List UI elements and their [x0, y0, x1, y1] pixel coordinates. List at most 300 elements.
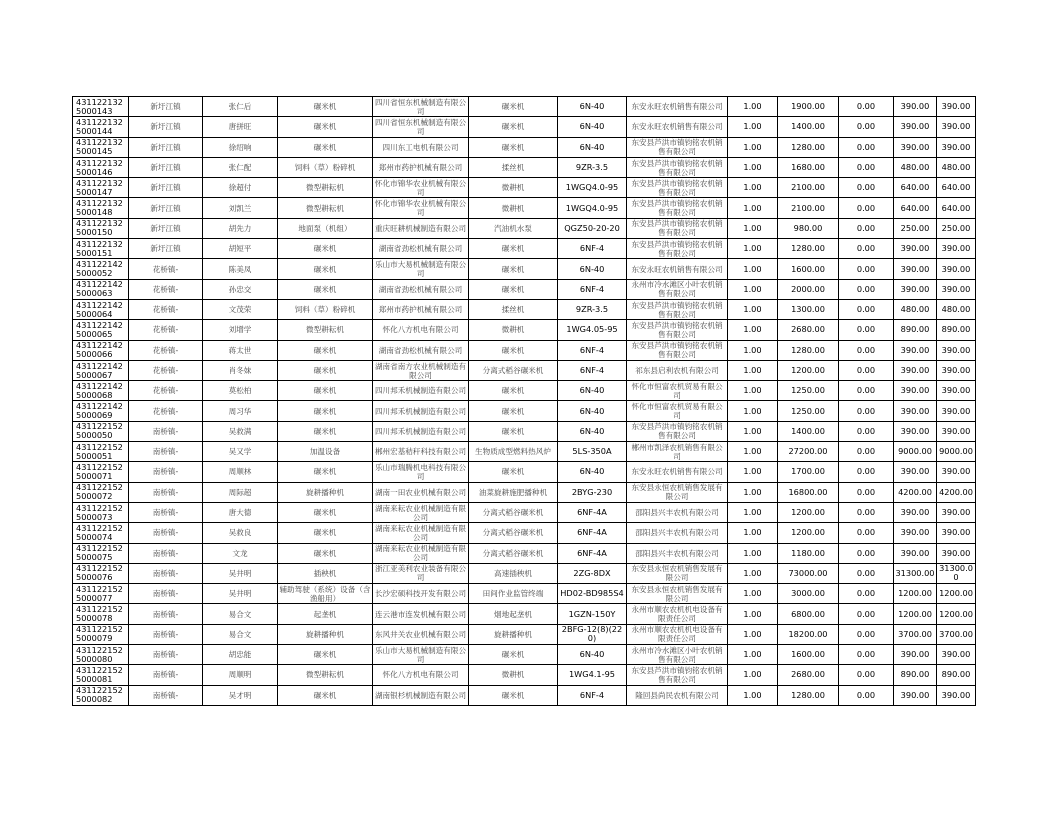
cell-town: 花桥镇- — [129, 320, 203, 340]
cell-quantity: 1.00 — [728, 523, 778, 543]
cell-name: 胡先力 — [203, 218, 278, 238]
cell-manufacturer: 乐山市大易机械制造有限公司 — [373, 259, 469, 279]
cell-model: 6NF-4A — [558, 543, 627, 563]
table-row — [73, 198, 976, 218]
cell-category: 碾米机 — [278, 401, 373, 421]
cell-amount-1: 0.00 — [839, 299, 894, 319]
cell-dealer: 东安县永恒农机销售发展有限公司 — [627, 482, 728, 502]
table-row — [73, 279, 976, 299]
table-row — [73, 482, 976, 502]
cell-town: 南桥镇- — [129, 442, 203, 462]
cell-amount-3: 640.00 — [937, 198, 976, 218]
cell-dealer: 东安县芦洪市镇钧铭农机销售有限公司 — [627, 340, 728, 360]
cell-model: 6NF-4 — [558, 685, 627, 705]
cell-amount-1: 0.00 — [839, 462, 894, 482]
cell-manufacturer: 湖南来耘农业机械制造有限公司 — [373, 502, 469, 522]
cell-dealer: 怀化市恒富农机贸易有限公司 — [627, 381, 728, 401]
cell-dealer: 邵阳县兴丰农机有限公司 — [627, 543, 728, 563]
cell-model: 6N-40 — [558, 259, 627, 279]
cell-price: 18200.00 — [778, 624, 839, 644]
cell-manufacturer: 湖南省南方农业机械制造有限公司 — [373, 360, 469, 380]
cell-amount-2: 390.00 — [894, 523, 937, 543]
cell-manufacturer: 湖南来耘农业机械制造有限公司 — [373, 543, 469, 563]
cell-id: 4311221525000071 — [73, 462, 129, 482]
cell-category: 微型耕耘机 — [278, 178, 373, 198]
cell-model: 6N-40 — [558, 381, 627, 401]
cell-model: 9ZR-3.5 — [558, 157, 627, 177]
cell-dealer: 永州市顺农农机机电设备有限责任公司 — [627, 624, 728, 644]
cell-price: 1400.00 — [778, 421, 839, 441]
cell-name: 莫松柏 — [203, 381, 278, 401]
cell-amount-2: 390.00 — [894, 340, 937, 360]
cell-amount-2: 390.00 — [894, 421, 937, 441]
cell-product: 碾米机 — [469, 97, 558, 117]
cell-manufacturer: 东风井关农业机械有限公司 — [373, 624, 469, 644]
cell-quantity: 1.00 — [728, 665, 778, 685]
cell-quantity: 1.00 — [728, 645, 778, 665]
cell-town: 南桥镇- — [129, 543, 203, 563]
cell-quantity: 1.00 — [728, 381, 778, 401]
cell-town: 南桥镇- — [129, 523, 203, 543]
cell-product: 高速插秧机 — [469, 563, 558, 583]
cell-amount-2: 480.00 — [894, 157, 937, 177]
table-row — [73, 523, 976, 543]
cell-name: 刘凯兰 — [203, 198, 278, 218]
table-row — [73, 584, 976, 604]
table-row — [73, 645, 976, 665]
cell-price: 1280.00 — [778, 685, 839, 705]
cell-product: 分离式稻谷碾米机 — [469, 523, 558, 543]
cell-amount-2: 31300.00 — [894, 563, 937, 583]
cell-id: 4311221525000082 — [73, 685, 129, 705]
cell-amount-2: 390.00 — [894, 137, 937, 157]
cell-dealer: 邵阳县兴丰农机有限公司 — [627, 523, 728, 543]
cell-quantity: 1.00 — [728, 584, 778, 604]
cell-id: 4311221525000075 — [73, 543, 129, 563]
cell-dealer: 东安永旺农机销售有限公司 — [627, 97, 728, 117]
cell-price: 2100.00 — [778, 198, 839, 218]
cell-name: 吴才明 — [203, 685, 278, 705]
cell-price: 1200.00 — [778, 523, 839, 543]
cell-manufacturer: 乐山市瑞腾机电科技有限公司 — [373, 462, 469, 482]
cell-dealer: 东安县芦洪市镇钧铭农机销售有限公司 — [627, 665, 728, 685]
cell-manufacturer: 湖南来耘农业机械制造有限公司 — [373, 523, 469, 543]
cell-amount-2: 390.00 — [894, 462, 937, 482]
cell-quantity: 1.00 — [728, 624, 778, 644]
cell-amount-1: 0.00 — [839, 401, 894, 421]
table-row — [73, 117, 976, 137]
cell-manufacturer: 浙江亚美利农业装备有限公司 — [373, 563, 469, 583]
cell-amount-1: 0.00 — [839, 157, 894, 177]
cell-category: 碾米机 — [278, 543, 373, 563]
cell-amount-3: 390.00 — [937, 97, 976, 117]
cell-dealer: 永州市冷水滩区小叶农机销售有限公司 — [627, 279, 728, 299]
cell-amount-2: 9000.00 — [894, 442, 937, 462]
cell-amount-1: 0.00 — [839, 421, 894, 441]
cell-amount-2: 390.00 — [894, 645, 937, 665]
cell-product: 碾米机 — [469, 462, 558, 482]
cell-amount-2: 390.00 — [894, 685, 937, 705]
cell-price: 6800.00 — [778, 604, 839, 624]
cell-amount-1: 0.00 — [839, 259, 894, 279]
cell-amount-3: 390.00 — [937, 259, 976, 279]
cell-manufacturer: 郑州市药护机械有限公司 — [373, 299, 469, 319]
cell-dealer: 东安永旺农机销售有限公司 — [627, 259, 728, 279]
cell-manufacturer: 湖南省劲松机械有限公司 — [373, 279, 469, 299]
cell-amount-1: 0.00 — [839, 178, 894, 198]
cell-amount-2: 890.00 — [894, 320, 937, 340]
cell-town: 南桥镇- — [129, 584, 203, 604]
cell-quantity: 1.00 — [728, 442, 778, 462]
cell-product: 分离式稻谷碾米机 — [469, 543, 558, 563]
cell-quantity: 1.00 — [728, 563, 778, 583]
cell-dealer: 东安县永恒农机销售发展有限公司 — [627, 563, 728, 583]
cell-town: 南桥镇- — [129, 563, 203, 583]
cell-amount-1: 0.00 — [839, 685, 894, 705]
cell-product: 碾米机 — [469, 259, 558, 279]
cell-amount-3: 390.00 — [937, 360, 976, 380]
cell-dealer: 东安县芦洪市镇钧铭农机销售有限公司 — [627, 157, 728, 177]
table-row — [73, 299, 976, 319]
cell-dealer: 邵阳县兴丰农机有限公司 — [627, 502, 728, 522]
cell-quantity: 1.00 — [728, 279, 778, 299]
cell-quantity: 1.00 — [728, 462, 778, 482]
cell-town: 新圩江镇 — [129, 239, 203, 259]
cell-id: 4311221425000067 — [73, 360, 129, 380]
table-row — [73, 401, 976, 421]
cell-amount-3: 390.00 — [937, 462, 976, 482]
cell-model: 1WGQ4.0-95 — [558, 198, 627, 218]
cell-dealer: 东安县芦洪市镇钧铭农机销售有限公司 — [627, 239, 728, 259]
cell-town: 新圩江镇 — [129, 218, 203, 238]
cell-model: 1GZN-150Y — [558, 604, 627, 624]
cell-id: 4311221525000081 — [73, 665, 129, 685]
cell-dealer: 永州市冷水滩区小叶农机销售有限公司 — [627, 645, 728, 665]
cell-dealer: 东安县芦洪市镇钧铭农机销售有限公司 — [627, 218, 728, 238]
cell-id: 4311221325000150 — [73, 218, 129, 238]
cell-id: 4311221525000080 — [73, 645, 129, 665]
cell-product: 碾米机 — [469, 421, 558, 441]
cell-category: 碾米机 — [278, 340, 373, 360]
cell-product: 碾米机 — [469, 117, 558, 137]
cell-model: 2ZG-8DX — [558, 563, 627, 583]
cell-quantity: 1.00 — [728, 218, 778, 238]
cell-amount-3: 390.00 — [937, 381, 976, 401]
cell-category: 微型耕耘机 — [278, 665, 373, 685]
cell-dealer: 东安永旺农机销售有限公司 — [627, 117, 728, 137]
cell-amount-1: 0.00 — [839, 279, 894, 299]
cell-dealer: 东安县芦洪市镇钧铭农机销售有限公司 — [627, 198, 728, 218]
cell-amount-1: 0.00 — [839, 584, 894, 604]
cell-model: 6NF-4A — [558, 523, 627, 543]
cell-amount-1: 0.00 — [839, 239, 894, 259]
cell-name: 胡短平 — [203, 239, 278, 259]
cell-quantity: 1.00 — [728, 360, 778, 380]
cell-town: 南桥镇- — [129, 665, 203, 685]
cell-quantity: 1.00 — [728, 320, 778, 340]
cell-category: 碾米机 — [278, 239, 373, 259]
cell-quantity: 1.00 — [728, 239, 778, 259]
cell-id: 4311221425000064 — [73, 299, 129, 319]
cell-name: 周际超 — [203, 482, 278, 502]
cell-amount-1: 0.00 — [839, 563, 894, 583]
cell-price: 2680.00 — [778, 665, 839, 685]
table-row — [73, 259, 976, 279]
cell-amount-3: 390.00 — [937, 401, 976, 421]
cell-quantity: 1.00 — [728, 97, 778, 117]
cell-amount-3: 390.00 — [937, 340, 976, 360]
cell-town: 南桥镇- — [129, 462, 203, 482]
cell-amount-2: 390.00 — [894, 502, 937, 522]
cell-category: 碾米机 — [278, 259, 373, 279]
cell-price: 1200.00 — [778, 360, 839, 380]
cell-amount-3: 9000.00 — [937, 442, 976, 462]
cell-model: 6NF-4 — [558, 279, 627, 299]
cell-amount-3: 1200.00 — [937, 584, 976, 604]
table-row — [73, 239, 976, 259]
cell-quantity: 1.00 — [728, 198, 778, 218]
cell-amount-1: 0.00 — [839, 218, 894, 238]
cell-id: 4311221425000066 — [73, 340, 129, 360]
cell-manufacturer: 四川邦禾机械制造有限公司 — [373, 381, 469, 401]
cell-model: 6NF-4 — [558, 360, 627, 380]
cell-amount-3: 390.00 — [937, 421, 976, 441]
cell-amount-1: 0.00 — [839, 117, 894, 137]
cell-amount-1: 0.00 — [839, 502, 894, 522]
cell-amount-1: 0.00 — [839, 442, 894, 462]
cell-id: 4311221425000052 — [73, 259, 129, 279]
cell-category: 插秧机 — [278, 563, 373, 583]
cell-id: 4311221325000146 — [73, 157, 129, 177]
cell-model: 5LS-350A — [558, 442, 627, 462]
cell-manufacturer: 郑州市药护机械有限公司 — [373, 157, 469, 177]
cell-category: 辅助驾驶（系统）设备（含渔船用） — [279, 584, 371, 603]
cell-id: 4311221525000073 — [73, 502, 129, 522]
cell-amount-2: 390.00 — [894, 117, 937, 137]
cell-amount-2: 640.00 — [894, 178, 937, 198]
table-row — [73, 685, 976, 705]
cell-product: 碾米机 — [469, 401, 558, 421]
table-row — [73, 381, 976, 401]
cell-product: 微耕机 — [469, 665, 558, 685]
cell-amount-1: 0.00 — [839, 97, 894, 117]
cell-price: 2100.00 — [778, 178, 839, 198]
cell-dealer: 东安县芦洪市镇钧铭农机销售有限公司 — [627, 421, 728, 441]
cell-category: 微型耕耘机 — [278, 198, 373, 218]
cell-id: 4311221525000078 — [73, 604, 129, 624]
cell-price: 1900.00 — [778, 97, 839, 117]
cell-price: 16800.00 — [778, 482, 839, 502]
cell-name: 孙忠交 — [203, 279, 278, 299]
cell-product: 碾米机 — [469, 279, 558, 299]
cell-quantity: 1.00 — [728, 259, 778, 279]
cell-amount-3: 390.00 — [937, 279, 976, 299]
cell-price: 1250.00 — [778, 381, 839, 401]
cell-price: 27200.00 — [778, 442, 839, 462]
cell-id: 4311221525000050 — [73, 421, 129, 441]
cell-model: HD02-BD985S4 — [558, 584, 627, 604]
cell-town: 花桥镇- — [129, 401, 203, 421]
cell-amount-2: 390.00 — [894, 401, 937, 421]
cell-product: 揉丝机 — [469, 157, 558, 177]
cell-id: 4311221325000147 — [73, 178, 129, 198]
table-row — [73, 320, 976, 340]
cell-amount-3: 31300.00 — [937, 563, 976, 583]
table-row — [73, 97, 976, 117]
cell-dealer: 东安县芦洪市镇钧铭农机销售有限公司 — [627, 178, 728, 198]
cell-name: 张仁配 — [203, 157, 278, 177]
cell-model: 6NF-4A — [558, 502, 627, 522]
table-row — [73, 157, 976, 177]
table-row — [73, 543, 976, 563]
cell-category: 旋耕播种机 — [278, 624, 373, 644]
cell-name: 吴救良 — [203, 523, 278, 543]
cell-name: 周顺明 — [203, 665, 278, 685]
cell-quantity: 1.00 — [728, 137, 778, 157]
cell-name: 易合文 — [203, 624, 278, 644]
cell-category: 旋耕播种机 — [278, 482, 373, 502]
cell-amount-2: 250.00 — [894, 218, 937, 238]
cell-category: 碾米机 — [278, 97, 373, 117]
cell-manufacturer: 四川省恒东机械制造有限公司 — [373, 97, 469, 117]
cell-amount-3: 390.00 — [937, 543, 976, 563]
table-row — [73, 137, 976, 157]
cell-product: 生物质成型燃料热风炉 — [469, 442, 558, 462]
cell-amount-2: 4200.00 — [894, 482, 937, 502]
cell-amount-3: 640.00 — [937, 178, 976, 198]
table-row — [73, 624, 976, 644]
cell-product: 田间作业监管终端 — [469, 584, 558, 604]
cell-product: 碾米机 — [469, 685, 558, 705]
table-body — [73, 97, 976, 706]
cell-manufacturer: 湖南省劲松机械有限公司 — [373, 239, 469, 259]
cell-town: 花桥镇- — [129, 340, 203, 360]
cell-quantity: 1.00 — [728, 543, 778, 563]
cell-product: 碾米机 — [469, 239, 558, 259]
cell-model: 2BFG-12(8)(220) — [558, 624, 627, 644]
cell-dealer: 永州市顺农农机机电设备有限责任公司 — [627, 604, 728, 624]
cell-amount-1: 0.00 — [839, 624, 894, 644]
cell-price: 1250.00 — [778, 401, 839, 421]
cell-quantity: 1.00 — [728, 117, 778, 137]
cell-amount-3: 390.00 — [937, 685, 976, 705]
cell-amount-2: 390.00 — [894, 259, 937, 279]
cell-town: 花桥镇- — [129, 299, 203, 319]
cell-amount-3: 390.00 — [937, 239, 976, 259]
cell-amount-3: 4200.00 — [937, 482, 976, 502]
cell-id: 4311221525000051 — [73, 442, 129, 462]
cell-amount-1: 0.00 — [839, 320, 894, 340]
cell-category: 碾米机 — [278, 117, 373, 137]
cell-town: 南桥镇- — [129, 645, 203, 665]
cell-name: 周顺林 — [203, 462, 278, 482]
cell-amount-3: 1200.00 — [937, 604, 976, 624]
cell-amount-1: 0.00 — [839, 645, 894, 665]
table-row — [73, 178, 976, 198]
cell-price: 1280.00 — [778, 340, 839, 360]
cell-category: 加温设备 — [278, 442, 373, 462]
cell-manufacturer: 四川省恒东机械制造有限公司 — [373, 117, 469, 137]
cell-id: 4311221325000151 — [73, 239, 129, 259]
cell-price: 2000.00 — [778, 279, 839, 299]
table-row — [73, 218, 976, 238]
cell-amount-3: 390.00 — [937, 137, 976, 157]
cell-category: 地面泵（机组） — [278, 218, 373, 238]
cell-category: 起垄机 — [278, 604, 373, 624]
cell-id: 4311221325000148 — [73, 198, 129, 218]
cell-amount-2: 890.00 — [894, 665, 937, 685]
cell-town: 南桥镇- — [129, 685, 203, 705]
cell-product: 分离式稻谷碾米机 — [469, 502, 558, 522]
cell-product: 烟地起垄机 — [469, 604, 558, 624]
cell-manufacturer: 郴州宏基秸秆科技有限公司 — [373, 442, 469, 462]
cell-amount-1: 0.00 — [839, 523, 894, 543]
cell-amount-3: 480.00 — [937, 157, 976, 177]
cell-manufacturer: 湖南省劲松机械有限公司 — [373, 340, 469, 360]
cell-product: 油菜旋耕施肥播种机 — [469, 482, 558, 502]
cell-town: 新圩江镇 — [129, 97, 203, 117]
cell-name: 徐绍响 — [203, 137, 278, 157]
cell-manufacturer: 怀化八方机电有限公司 — [373, 665, 469, 685]
cell-price: 3000.00 — [778, 584, 839, 604]
cell-id: 4311221325000144 — [73, 117, 129, 137]
cell-town: 南桥镇- — [129, 624, 203, 644]
cell-amount-1: 0.00 — [839, 665, 894, 685]
cell-dealer: 怀化市恒富农机贸易有限公司 — [627, 401, 728, 421]
cell-price: 73000.00 — [778, 563, 839, 583]
cell-model: 6N-40 — [558, 401, 627, 421]
cell-name: 蒋太世 — [203, 340, 278, 360]
cell-model: 6N-40 — [558, 645, 627, 665]
cell-name: 文龙 — [203, 543, 278, 563]
table-row — [73, 442, 976, 462]
cell-model: 9ZR-3.5 — [558, 299, 627, 319]
cell-product: 碾米机 — [469, 137, 558, 157]
cell-model: 6NF-4 — [558, 340, 627, 360]
cell-amount-1: 0.00 — [839, 381, 894, 401]
cell-town: 花桥镇- — [129, 259, 203, 279]
cell-amount-3: 390.00 — [937, 523, 976, 543]
table-row — [73, 665, 976, 685]
table-row — [73, 462, 976, 482]
cell-town: 花桥镇- — [129, 381, 203, 401]
cell-product: 分离式稻谷碾米机 — [469, 360, 558, 380]
cell-dealer: 东安县芦洪市镇钧铭农机销售有限公司 — [627, 320, 728, 340]
cell-manufacturer: 重庆旺耕机械制造有限公司 — [373, 218, 469, 238]
cell-town: 南桥镇- — [129, 502, 203, 522]
cell-town: 新圩江镇 — [129, 157, 203, 177]
cell-town: 南桥镇- — [129, 604, 203, 624]
cell-manufacturer: 四川邦禾机械制造有限公司 — [373, 421, 469, 441]
cell-manufacturer: 湖南一田农业机械有限公司 — [373, 482, 469, 502]
cell-manufacturer: 怀化市锦华农业机械有限公司 — [373, 198, 469, 218]
cell-product: 汽油机水泵 — [469, 218, 558, 238]
cell-town: 新圩江镇 — [129, 178, 203, 198]
cell-price: 1600.00 — [778, 645, 839, 665]
cell-price: 2680.00 — [778, 320, 839, 340]
cell-model: 6N-40 — [558, 97, 627, 117]
cell-manufacturer: 怀化市锦华农业机械有限公司 — [373, 178, 469, 198]
cell-model: 6N-40 — [558, 137, 627, 157]
table-row — [73, 360, 976, 380]
cell-dealer: 郴州市凯泽农机销售有限公司 — [627, 442, 728, 462]
cell-town: 南桥镇- — [129, 482, 203, 502]
cell-id: 4311221525000079 — [73, 624, 129, 644]
table-row — [73, 421, 976, 441]
table-row — [73, 604, 976, 624]
table-row — [73, 502, 976, 522]
cell-amount-1: 0.00 — [839, 604, 894, 624]
